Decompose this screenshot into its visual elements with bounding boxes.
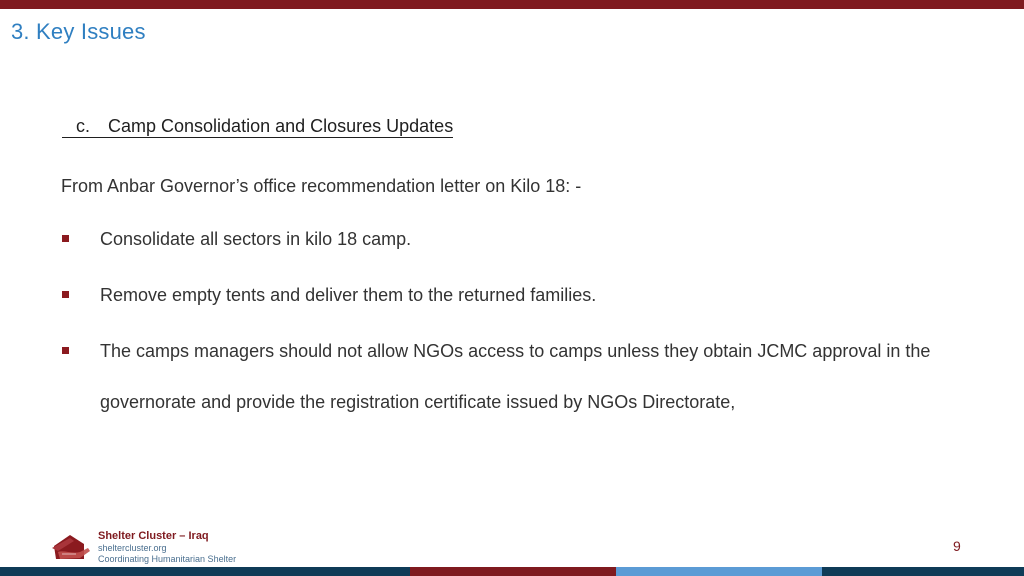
bottom-bar-segment [822,567,1024,576]
org-name: Shelter Cluster – Iraq [98,530,209,542]
page-number: 9 [953,538,961,554]
list-item-text: Consolidate all sectors in kilo 18 camp. [100,229,412,249]
website-link[interactable]: sheltercluster.org [98,543,167,553]
slide-title: 3. Key Issues [11,19,146,44]
section-heading-text: Camp Consolidation and Closures Updates [108,116,454,136]
bottom-bar-segment [410,567,616,576]
shelter-house-hands-icon [50,532,92,562]
bottom-bar-segment [616,567,822,576]
top-accent-bar [0,0,1024,9]
bottom-bar-segment [0,567,410,576]
list-item-text: The camps managers should not allow NGOs access to camps unless they obtain JCMC approval in the governorate and provide the registration certificate issued by NGOs Directorate, [100,341,931,412]
intro-text: From Anbar Governor’s office recommendation letter on Kilo 18: - [61,176,582,196]
list-item-text: Remove empty tents and deliver them to the returned families. [100,285,597,305]
footer-branding [98,530,236,565]
org-tagline: Coordinating Humanitarian Shelter [98,554,237,564]
section-heading [62,115,453,138]
section-letter: c. [76,116,91,136]
square-bullet-icon [62,291,69,298]
square-bullet-icon [62,235,69,242]
square-bullet-icon [62,347,69,354]
